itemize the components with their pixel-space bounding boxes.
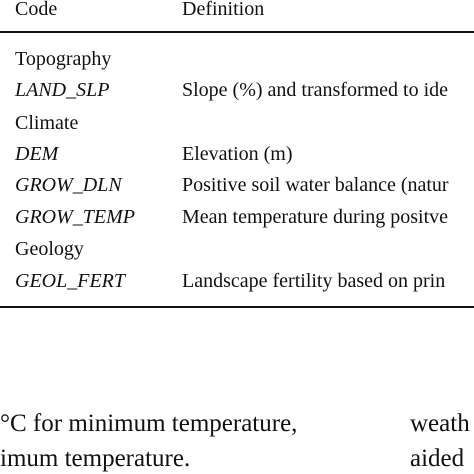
body-text-right-line: aided xyxy=(410,445,465,472)
table-row-code: GROW_TEMP xyxy=(15,206,135,228)
table-row-definition: Positive soil water balance (natur xyxy=(182,174,449,196)
table-row-definition: Elevation (m) xyxy=(182,143,293,165)
table-header-code: Code xyxy=(15,0,58,20)
body-text-right-line: weath xyxy=(410,410,470,437)
body-text-left-line: imum temperature. xyxy=(0,445,191,472)
table-row-definition: Mean temperature during positve xyxy=(182,206,449,228)
table-group-label: Geology xyxy=(15,238,84,260)
table-row-code: DEM xyxy=(15,143,59,165)
table-header-definition: Definition xyxy=(182,0,265,20)
table-row-code: LAND_SLP xyxy=(15,79,110,101)
table-bottom-rule xyxy=(0,306,474,308)
table-row-code: GEOL_FERT xyxy=(15,270,125,292)
table-header-rule xyxy=(0,31,474,33)
table-group-label: Climate xyxy=(15,112,79,134)
table-row-definition: Slope (%) and transformed to ide xyxy=(182,79,449,101)
body-text-left-line: °C for minimum temperature, xyxy=(0,410,298,437)
table-row-definition: Landscape fertility based on prin xyxy=(182,270,446,292)
table-group-label: Topography xyxy=(15,48,112,70)
table-row-code: GROW_DLN xyxy=(15,174,122,196)
